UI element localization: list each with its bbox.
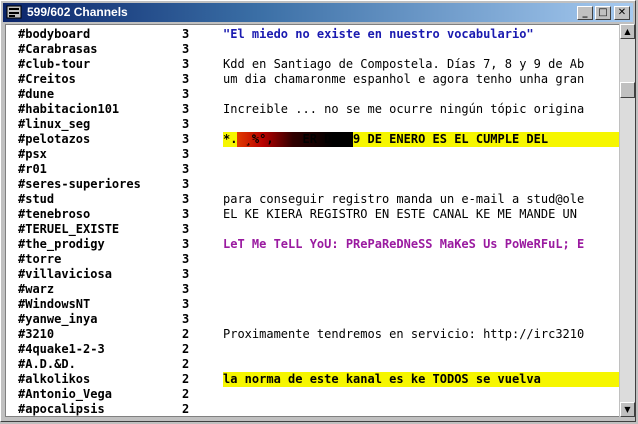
channel-row[interactable]: [6, 42, 621, 57]
user-count: 3: [182, 207, 190, 221]
channel-row[interactable]: [6, 57, 621, 72]
channel-topic: Increible ... no se me ocurre ningún tópic origina: [223, 102, 585, 116]
user-count: 2: [182, 327, 190, 341]
channel-name: #the_prodigy: [18, 237, 105, 251]
channel-name: #villaviciosa: [18, 267, 112, 281]
channel-row[interactable]: [6, 87, 621, 102]
channel-name: #apocalipsis: [18, 402, 105, 416]
channel-name: #3210: [18, 327, 55, 341]
channel-row[interactable]: [6, 372, 621, 387]
user-count: 3: [182, 162, 190, 176]
maximize-button[interactable]: □: [595, 6, 611, 20]
channel-name: #tenebroso: [18, 207, 91, 221]
channel-row[interactable]: [6, 237, 621, 252]
channel-name: #pelotazos: [18, 132, 91, 146]
scroll-down-button[interactable]: ▼: [620, 402, 635, 417]
channel-row[interactable]: [6, 117, 621, 132]
channel-name: #habitacion101: [18, 102, 120, 116]
user-count: 2: [182, 357, 190, 371]
user-count: 3: [182, 222, 190, 236]
channel-name: #seres-superiores: [18, 177, 141, 191]
channel-name: #A.D.&D.: [18, 357, 76, 371]
user-count: 3: [182, 72, 190, 86]
user-count: 3: [182, 42, 190, 56]
channel-row[interactable]: [6, 72, 621, 87]
channel-row[interactable]: [6, 132, 621, 147]
channel-topic: um dia chamaronme espanhol e agora tenho unha gran: [223, 72, 585, 86]
channel-list[interactable]: [5, 24, 621, 417]
channel-name: #psx: [18, 147, 47, 161]
channel-topic: la norma de este kanal es ke TODOS se vuelva: [223, 372, 621, 387]
channel-name: #bodyboard: [18, 27, 91, 41]
channel-name: #Carabrasas: [18, 42, 98, 56]
channel-name: #WindowsNT: [18, 297, 91, 311]
channel-name: #club-tour: [18, 57, 91, 71]
channel-row[interactable]: [6, 162, 621, 177]
channel-row[interactable]: [6, 282, 621, 297]
user-count: 3: [182, 147, 190, 161]
user-count: 3: [182, 192, 190, 206]
window-title: 599/602 Channels: [27, 5, 128, 19]
channel-row[interactable]: [6, 402, 621, 417]
channel-name: #TERUEL_EXISTE: [18, 222, 120, 236]
channel-name: #r01: [18, 162, 47, 176]
user-count: 3: [182, 57, 190, 71]
channel-row[interactable]: [6, 327, 621, 342]
channel-name: #Antonio_Vega: [18, 387, 112, 401]
channel-row[interactable]: [6, 207, 621, 222]
user-count: 2: [182, 372, 190, 386]
channel-row[interactable]: [6, 27, 621, 42]
user-count: 2: [182, 387, 190, 401]
user-count: 3: [182, 237, 190, 251]
channel-row[interactable]: [6, 342, 621, 357]
channel-name: #dune: [18, 87, 55, 101]
user-count: 3: [182, 87, 190, 101]
user-count: 3: [182, 102, 190, 116]
channel-row[interactable]: [6, 297, 621, 312]
user-count: 3: [182, 282, 190, 296]
channel-row[interactable]: [6, 222, 621, 237]
user-count: 3: [182, 267, 190, 281]
title-bar[interactable]: [3, 3, 633, 22]
user-count: 2: [182, 342, 190, 356]
channel-row[interactable]: [6, 357, 621, 372]
user-count: 2: [182, 402, 190, 416]
channel-topic: Kdd en Santiago de Compostela. Días 7, 8 y 9 de Ab: [223, 57, 585, 71]
channel-row[interactable]: [6, 267, 621, 282]
user-count: 3: [182, 297, 190, 311]
channel-name: #torre: [18, 252, 62, 266]
channel-name: #4quake1-2-3: [18, 342, 105, 356]
user-count: 3: [182, 177, 190, 191]
channel-row[interactable]: [6, 252, 621, 267]
scroll-thumb[interactable]: [620, 82, 635, 98]
channel-topic: Proximamente tendremos en servicio: http://irc3210: [223, 327, 585, 341]
channel-topic: para conseguir registro manda un e-mail a stud@ole: [223, 192, 585, 206]
channel-row[interactable]: [6, 177, 621, 192]
channel-list-icon: [6, 5, 22, 19]
user-count: 3: [182, 252, 190, 266]
channel-row[interactable]: [6, 312, 621, 327]
channel-topic: EL KE KIERA REGISTRO EN ESTE CANAL KE ME MANDE UN: [223, 207, 578, 221]
vertical-scrollbar[interactable]: [619, 24, 635, 417]
channel-row[interactable]: [6, 147, 621, 162]
user-count: 3: [182, 132, 190, 146]
channel-row[interactable]: [6, 102, 621, 117]
channel-name: #warz: [18, 282, 55, 296]
channel-topic: *. ¸%°, ER DIA 9 DE ENERO ES EL CUMPLE DEL: [223, 132, 549, 146]
channel-name: #linux_seg: [18, 117, 91, 131]
channel-row[interactable]: [6, 387, 621, 402]
channel-name: #yanwe_inya: [18, 312, 98, 326]
channel-name: #stud: [18, 192, 55, 206]
channel-topic: "El miedo no existe en nuestro vocabulario": [223, 27, 534, 41]
user-count: 3: [182, 117, 190, 131]
user-count: 3: [182, 312, 190, 326]
scroll-up-button[interactable]: ▲: [620, 24, 635, 39]
channel-name: #alkolikos: [18, 372, 91, 386]
channel-name: #Creitos: [18, 72, 76, 86]
close-button[interactable]: ✕: [614, 6, 630, 20]
channel-row[interactable]: [6, 192, 621, 207]
user-count: 3: [182, 27, 190, 41]
channel-topic: LeT Me TeLL YoU: PRePaReDNeSS MaKeS Us PoWeRFuL; E: [223, 237, 585, 251]
minimize-button[interactable]: _: [577, 6, 593, 20]
